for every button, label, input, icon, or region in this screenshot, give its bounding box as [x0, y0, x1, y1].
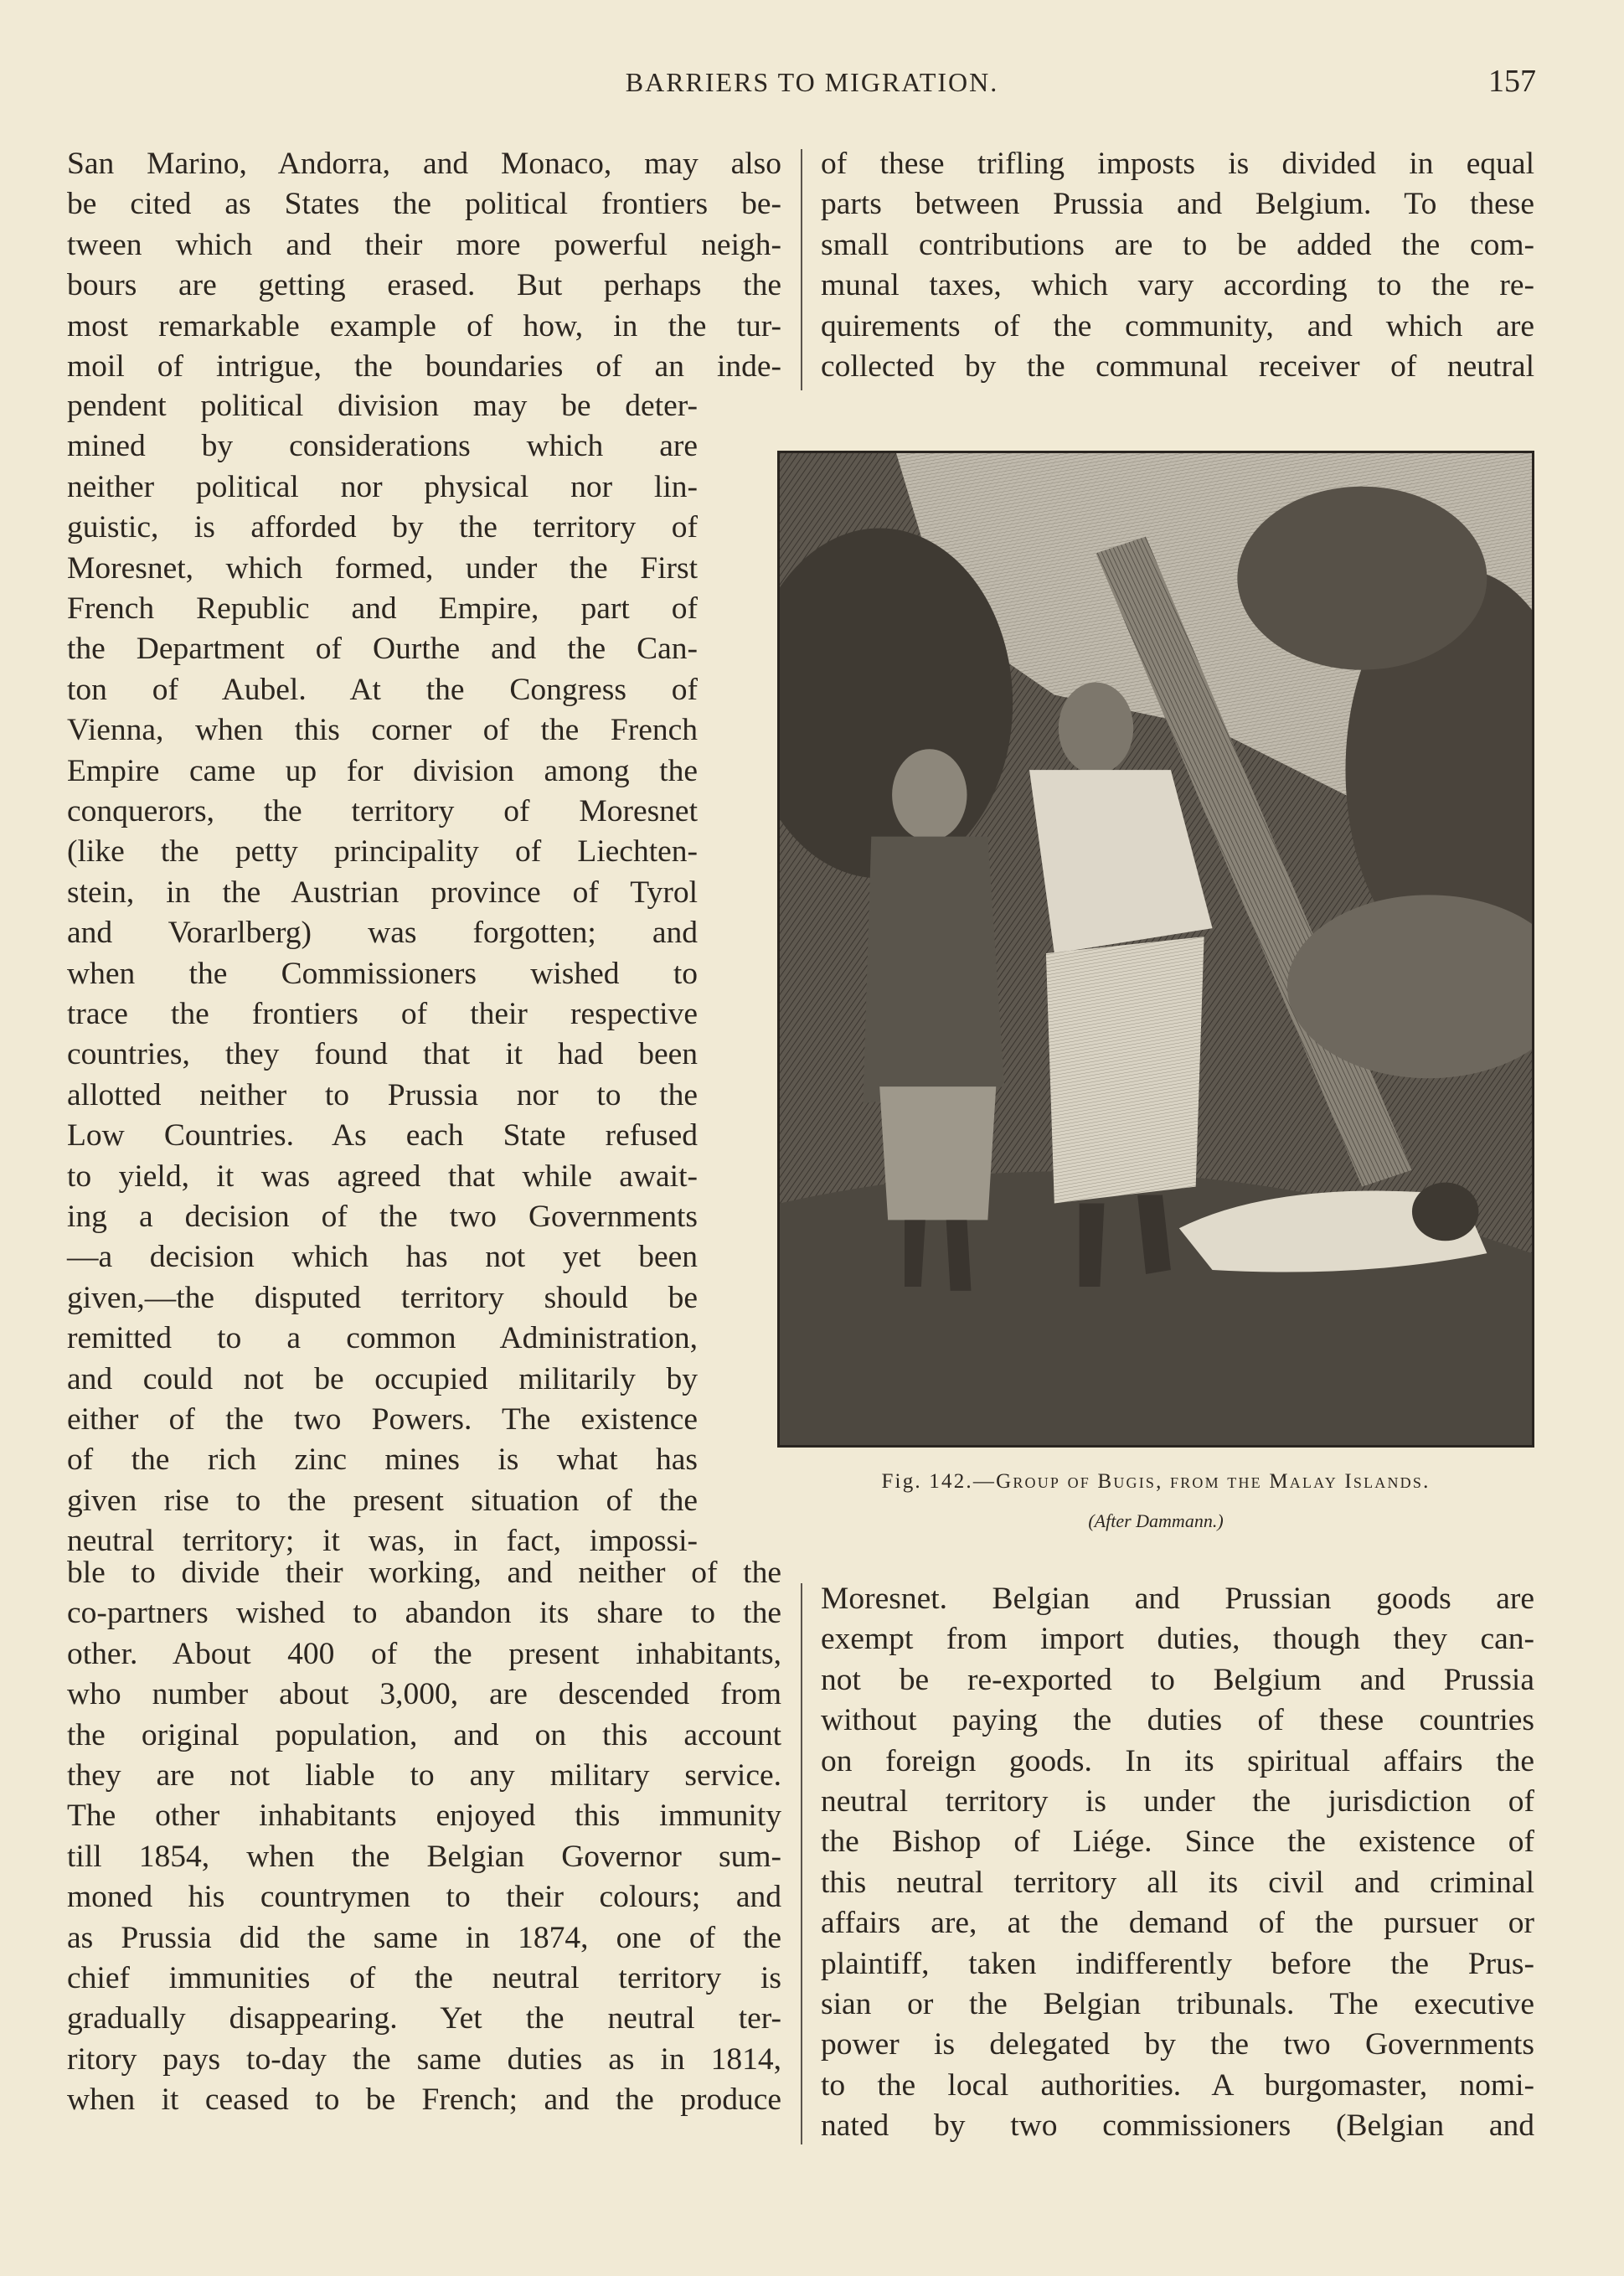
- text-line: affairs are, at the demand of the pursuer or: [821, 1906, 1534, 1941]
- left-column-narrow: [67, 386, 698, 1559]
- text-line: bours are getting erased. But perhaps the: [67, 268, 781, 303]
- text-line: French Republic and Empire, part of: [67, 591, 698, 626]
- text-line: of the rich zinc mines is what has: [67, 1442, 698, 1478]
- text-line: to yield, it was agreed that while await-: [67, 1159, 698, 1194]
- text-line: parts between Prussia and Belgium. To these: [821, 187, 1534, 222]
- text-line: quirements of the community, and which are: [821, 308, 1534, 343]
- text-line: small contributions are to be added the com-: [821, 227, 1534, 262]
- text-line: moned his countrymen to their colours; and: [67, 1880, 781, 1915]
- text-line: given rise to the present situation of the: [67, 1483, 698, 1518]
- text-line: San Marino, Andorra, and Monaco, may also: [67, 147, 781, 181]
- text-line: ritory pays to-day the same duties as in 1814,: [67, 2041, 781, 2077]
- text-line: co-partners wished to abandon its share to the: [67, 1596, 781, 1631]
- text-line: Empire came up for division among the: [67, 753, 698, 788]
- text-line: Moresnet, which formed, under the First: [67, 550, 698, 586]
- text-line: ble to divide their working, and neither of the: [67, 1556, 781, 1590]
- text-line: power is delegated by the two Governments: [821, 2027, 1534, 2062]
- text-line: remitted to a common Administration,: [67, 1321, 698, 1356]
- text-line: pendent political division may be deter-: [67, 389, 698, 423]
- text-line: —a decision which has not yet been: [67, 1240, 698, 1275]
- text-line: nated by two commissioners (Belgian and: [821, 2108, 1534, 2144]
- text-line: to the local authorities. A burgomaster, nomi-: [821, 2067, 1534, 2103]
- column-rule-top: [801, 149, 802, 390]
- text-line: neutral territory; it was, in fact, impossi-: [67, 1524, 698, 1559]
- page-header: [0, 64, 1624, 109]
- text-line: most remarkable example of how, in the tur-: [67, 308, 781, 343]
- text-line: trace the frontiers of their respective: [67, 997, 698, 1031]
- text-line: given,—the disputed territory should be: [67, 1280, 698, 1315]
- text-line: collected by the communal receiver of neutral: [821, 349, 1534, 384]
- text-line: and could not be occupied militarily by: [67, 1361, 698, 1396]
- text-line: either of the two Powers. The existence: [67, 1402, 698, 1437]
- text-line: this neutral territory all its civil and criminal: [821, 1865, 1534, 1900]
- text-line: on foreign goods. In its spiritual affairs the: [821, 1743, 1534, 1778]
- text-line: neutral territory is under the jurisdiction of: [821, 1784, 1534, 1819]
- text-line: chief immunities of the neutral territory is: [67, 1961, 781, 1995]
- text-line: the Department of Ourthe and the Can-: [67, 632, 698, 667]
- text-line: munal taxes, which vary according to the re-: [821, 268, 1534, 303]
- text-line: of these trifling imposts is divided in equal: [821, 147, 1534, 181]
- text-line: exempt from import duties, though they can-: [821, 1622, 1534, 1657]
- text-line: the Bishop of Liége. Since the existence of: [821, 1824, 1534, 1860]
- bugis-group-engraving: [780, 453, 1532, 1445]
- text-line: not be re-exported to Belgium and Prussia: [821, 1662, 1534, 1697]
- text-line: ing a decision of the two Governments: [67, 1200, 698, 1234]
- right-column-top: [821, 144, 1534, 395]
- text-line: mined by considerations which are: [67, 429, 698, 464]
- text-line: sian or the Belgian tribunals. The executive: [821, 1987, 1534, 2021]
- text-line: they are not liable to any military service.: [67, 1758, 781, 1793]
- text-line: without paying the duties of these countries: [821, 1703, 1534, 1738]
- text-line: allotted neither to Prussia nor to the: [67, 1077, 698, 1112]
- text-line: Low Countries. As each State refused: [67, 1118, 698, 1153]
- text-line: and Vorarlberg) was forgotten; and: [67, 916, 698, 951]
- text-line: gradually disappearing. Yet the neutral ter-: [67, 2001, 781, 2036]
- caption-dash: —: [972, 1470, 997, 1493]
- right-column-bottom: [821, 1579, 1534, 2149]
- engraving-illustration: [777, 451, 1534, 1448]
- text-line: till 1854, when the Belgian Governor sum-: [67, 1839, 781, 1874]
- text-line: guistic, is afforded by the territory of: [67, 510, 698, 545]
- page-number: 157: [1488, 64, 1536, 99]
- figure-label: Fig. 142.: [881, 1470, 973, 1493]
- text-line: when the Commissioners wished to: [67, 956, 698, 991]
- running-title: BARRIERS TO MIGRATION.: [625, 67, 999, 97]
- text-line: be cited as States the political frontiers be-: [67, 187, 781, 222]
- text-line: the original population, and on this account: [67, 1717, 781, 1752]
- text-line: as Prussia did the same in 1874, one of the: [67, 1920, 781, 1955]
- text-line: who number about 3,000, are descended from: [67, 1677, 781, 1712]
- figure-credit: (After Dammann.): [1088, 1510, 1224, 1531]
- text-line: tween which and their more powerful neigh-: [67, 227, 781, 262]
- text-line: stein, in the Austrian province of Tyrol: [67, 875, 698, 910]
- text-line: conquerors, the territory of Moresnet: [67, 794, 698, 828]
- left-column-top: [67, 144, 781, 395]
- figure-caption-text: Group of Bugis, from the Malay Islands.: [996, 1470, 1431, 1493]
- text-line: moil of intrigue, the boundaries of an inde-: [67, 349, 781, 384]
- left-column-bottom: [67, 1553, 781, 2123]
- text-line: Moresnet. Belgian and Prussian goods are: [821, 1582, 1534, 1616]
- text-line: when it ceased to be French; and the produce: [67, 2082, 781, 2118]
- text-line: other. About 400 of the present inhabitants,: [67, 1636, 781, 1671]
- figure-caption: [754, 1470, 1558, 1494]
- text-line: (like the petty principality of Liechten-: [67, 834, 698, 870]
- text-line: neither political nor physical nor lin-: [67, 469, 698, 504]
- column-rule-bottom: [801, 1583, 802, 2144]
- text-line: Vienna, when this corner of the French: [67, 713, 698, 748]
- text-line: The other inhabitants enjoyed this immunity: [67, 1799, 781, 1834]
- text-line: plaintiff, taken indifferently before the Prus-: [821, 1946, 1534, 1981]
- text-line: ton of Aubel. At the Congress of: [67, 672, 698, 707]
- text-line: countries, they found that it had been: [67, 1037, 698, 1072]
